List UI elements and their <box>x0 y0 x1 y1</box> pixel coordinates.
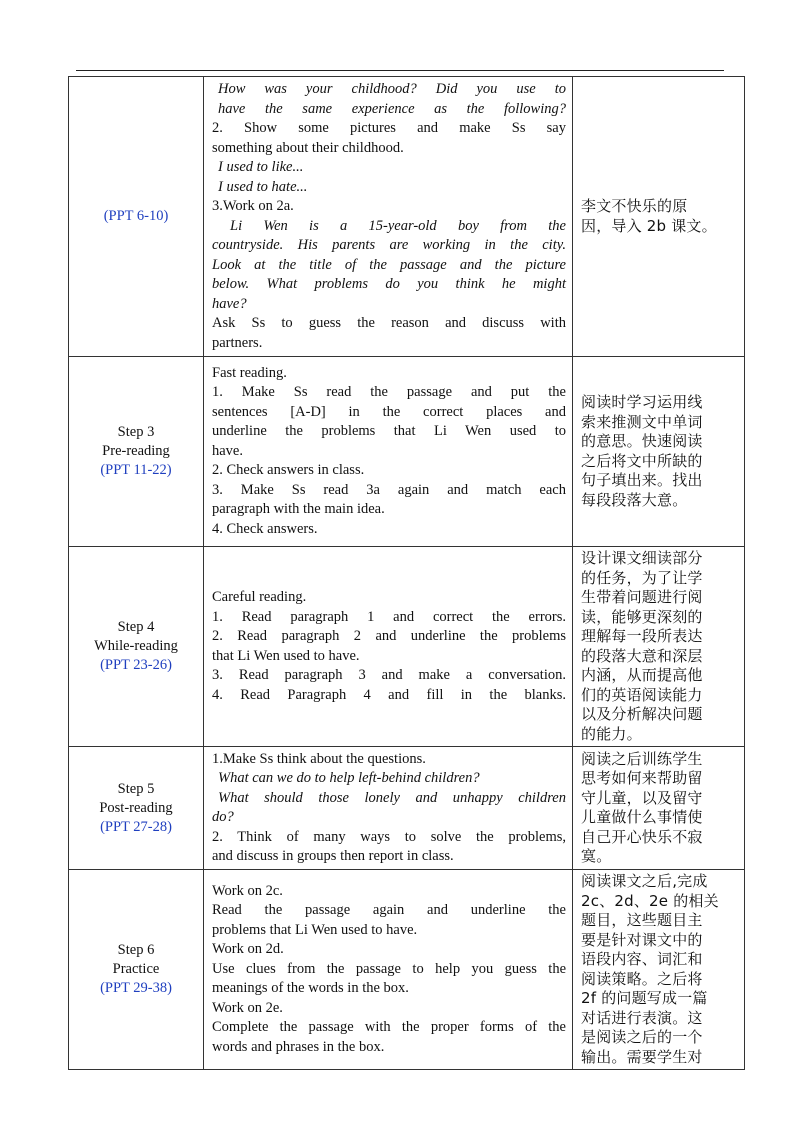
purpose-line: 2c、2d、2e 的相关 <box>581 891 719 910</box>
stage-label: Post-reading <box>99 799 173 816</box>
step-cell <box>69 870 204 1070</box>
activity-line: Look at the title of the passage and the picture <box>212 256 566 273</box>
activity-line: Read the passage again and underline the <box>212 902 566 919</box>
purpose-line: 语段内容、词汇和 <box>581 950 703 968</box>
activity-line: Ask Ss to guess the reason and discuss with <box>212 315 566 331</box>
purpose-line: 阅读策略。之后将 <box>581 969 703 988</box>
activity-line: Li Wen is a 15-year-old boy from the <box>230 217 566 234</box>
activity-line: something about their childhood. <box>212 139 404 156</box>
purpose-line: 儿童做什么事情使 <box>581 808 703 826</box>
header-rule <box>76 70 724 71</box>
purpose-line: 要是针对课文中的 <box>581 930 703 949</box>
activity-line: I used to like... <box>218 159 304 175</box>
activity-cell <box>204 357 573 547</box>
table-row <box>69 747 745 870</box>
activity-line: I used to hate... <box>218 178 308 195</box>
activity-line: meanings of the words in the box. <box>212 980 409 997</box>
purpose-line: 因，导入 2b 课文。 <box>581 216 717 235</box>
activity-line: 4. Read Paragraph 4 and fill in the blanks. <box>212 686 566 703</box>
purpose-line: 寞。 <box>581 847 612 865</box>
table-row <box>69 357 745 547</box>
purpose-line: 2f 的问题写成一篇 <box>581 989 708 1007</box>
step-label: Step 6 <box>117 942 155 958</box>
purpose-line: 读，能够更深刻的 <box>581 607 703 626</box>
purpose-line: 思考如何来帮助留 <box>581 769 703 787</box>
purpose-line: 的任务，为了让学 <box>581 568 703 587</box>
purpose-line: 以及分析解决问题 <box>581 705 703 723</box>
activity-line: 1.Make Ss think about the questions. <box>212 750 426 767</box>
activity-line: How was your childhood? Did you use to <box>218 81 566 97</box>
activity-line: What can we do to help left-behind children? <box>218 770 480 786</box>
step-cell <box>69 357 204 547</box>
activity-line: have the same experience as the following? <box>218 100 566 117</box>
activity-line: words and phrases in the box. <box>212 1038 385 1055</box>
lesson-plan-table <box>68 76 745 1070</box>
purpose-line: 的段落大意和深层 <box>581 646 703 665</box>
purpose-line: 阅读课文之后,完成 <box>581 872 708 890</box>
ppt-range: (PPT 29-38) <box>100 980 172 996</box>
activity-line: 3. Make Ss read 3a again and match each <box>212 481 566 498</box>
activity-line: What should those lonely and unhappy children <box>218 789 566 806</box>
step-cell <box>69 77 204 357</box>
purpose-line: 对话进行表演。这 <box>581 1008 703 1027</box>
ppt-range: (PPT 27-28) <box>100 818 172 835</box>
activity-line: countryside. His parents are working in the city. <box>212 237 566 253</box>
step-cell <box>69 547 204 747</box>
purpose-line: 句子填出来。找出 <box>581 471 703 489</box>
activity-line: and discuss in groups then report in class. <box>212 848 454 864</box>
purpose-cell <box>573 357 745 547</box>
activity-line: Work on 2d. <box>212 941 284 958</box>
table-row <box>69 547 745 747</box>
ppt-range: (PPT 6-10) <box>103 208 169 224</box>
step-label: Step 3 <box>117 424 155 440</box>
purpose-line: 们的英语阅读能力 <box>581 685 703 704</box>
ppt-range: (PPT 11-22) <box>100 462 172 478</box>
activity-line: Use clues from the passage to help you guess the <box>212 960 566 977</box>
step-label: Step 5 <box>117 780 155 797</box>
activity-line: 3.Work on 2a. <box>212 198 294 214</box>
purpose-cell <box>573 77 745 357</box>
activity-line: have? <box>212 295 247 312</box>
purpose-line: 自己开心快乐不寂 <box>581 827 703 846</box>
purpose-line: 李文不快乐的原 <box>581 197 688 215</box>
purpose-line: 的能力。 <box>581 724 642 743</box>
activity-line: problems that Li Wen used to have. <box>212 921 418 938</box>
activity-line: that Li Wen used to have. <box>212 647 360 664</box>
purpose-cell <box>573 547 745 747</box>
activity-line: partners. <box>212 334 263 351</box>
stage-label: While-reading <box>94 638 178 654</box>
step-label: Step 4 <box>117 619 155 635</box>
activity-cell <box>204 77 573 357</box>
activity-line: 2. Read paragraph 2 and underline the problems <box>212 628 566 644</box>
activity-line: below. What problems do you think he might <box>212 276 566 292</box>
activity-line: 3. Read paragraph 3 and make a conversation. <box>212 667 566 683</box>
purpose-line: 索来推测文中单词 <box>581 412 703 431</box>
purpose-line: 阅读之后训练学生 <box>581 749 703 768</box>
activity-line: paragraph with the main idea. <box>212 501 385 518</box>
activity-line: do? <box>212 809 234 825</box>
activity-cell <box>204 747 573 870</box>
activity-line: 2. Think of many ways to solve the problems, <box>212 828 566 845</box>
activity-cell <box>204 547 573 747</box>
stage-label: Practice <box>112 961 160 977</box>
activity-line: underline the problems that Li Wen used to <box>212 423 566 440</box>
activity-line: Complete the passage with the proper forms of the <box>212 1019 566 1036</box>
step-cell <box>69 747 204 870</box>
purpose-line: 的意思。快速阅读 <box>581 432 703 450</box>
activity-line: Fast reading. <box>212 364 287 381</box>
activity-cell <box>204 870 573 1070</box>
purpose-line: 阅读时学习运用线 <box>581 393 703 411</box>
purpose-cell <box>573 870 745 1070</box>
activity-line: 1. Make Ss read the passage and put the <box>212 384 566 401</box>
activity-line: have. <box>212 442 243 459</box>
purpose-line: 守儿童，以及留守 <box>581 788 703 807</box>
purpose-line: 生带着问题进行阅 <box>581 588 703 606</box>
activity-line: Work on 2c. <box>212 882 283 899</box>
activity-line: Work on 2e. <box>212 999 283 1016</box>
activity-line: 2. Check answers in class. <box>212 462 365 479</box>
purpose-line: 每段段落大意。 <box>581 490 688 509</box>
purpose-line: 理解每一段所表达 <box>581 627 703 645</box>
activity-line: Careful reading. <box>212 589 307 605</box>
activity-line: sentences [A-D] in the correct places and <box>212 403 566 420</box>
table-row <box>69 77 745 357</box>
purpose-line: 设计课文细读部分 <box>581 549 703 567</box>
ppt-range: (PPT 23-26) <box>100 657 172 673</box>
purpose-line: 之后将文中所缺的 <box>581 451 703 470</box>
purpose-line: 是阅读之后的一个 <box>581 1028 703 1046</box>
purpose-cell <box>573 747 745 870</box>
purpose-line: 内涵，从而提高他 <box>581 666 703 684</box>
stage-label: Pre-reading <box>102 443 170 459</box>
activity-line: 2. Show some pictures and make Ss say <box>212 120 566 136</box>
purpose-line: 题目，这些题目主 <box>581 911 703 929</box>
purpose-line: 输出。需要学生对 <box>581 1047 703 1066</box>
table-row <box>69 870 745 1070</box>
activity-line: 1. Read paragraph 1 and correct the errors. <box>212 608 566 625</box>
activity-line: 4. Check answers. <box>212 520 318 537</box>
